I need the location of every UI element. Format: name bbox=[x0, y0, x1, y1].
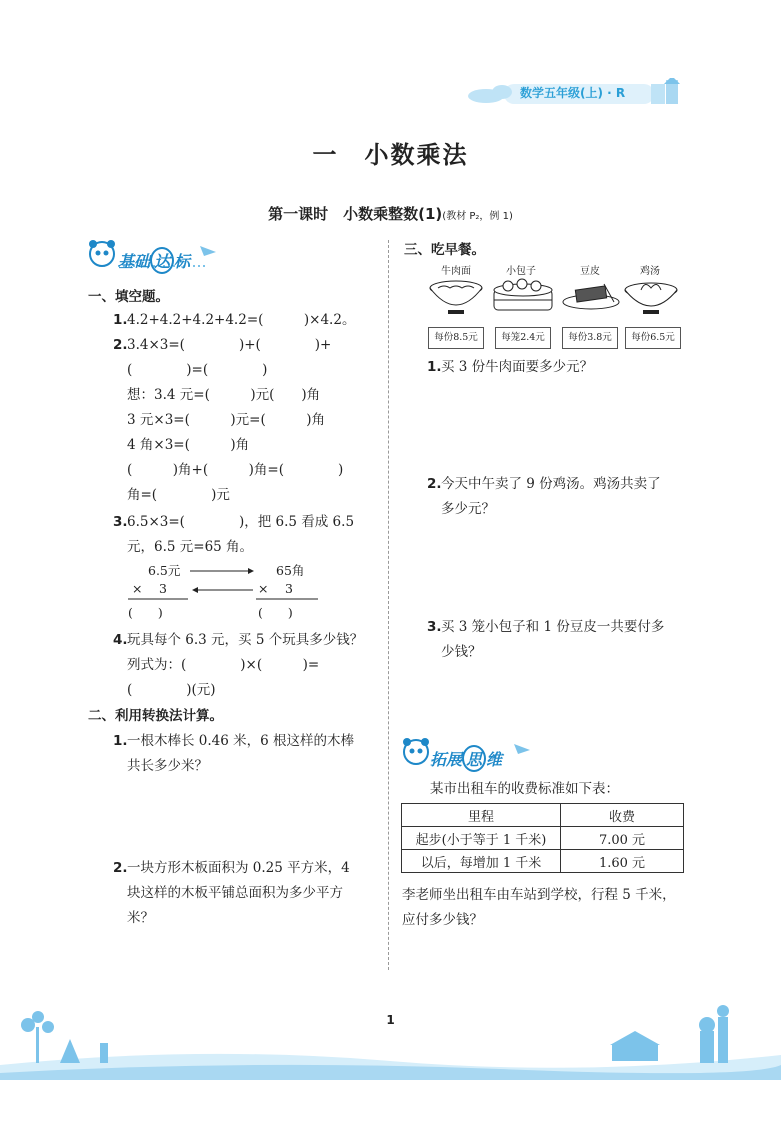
table-cell: 7.00 元 bbox=[561, 827, 684, 850]
question-number: 1. bbox=[113, 733, 128, 749]
badge-text-part: 标 bbox=[174, 252, 191, 271]
r3-line1: 买 3 笼小包子和 1 份豆皮一共要付多 bbox=[441, 619, 665, 635]
calc-arrows-diagram bbox=[128, 566, 328, 606]
food-name: 鸡汤 bbox=[640, 266, 660, 277]
p2-line1: 一块方形木板面积为 0.25 平方米，4 bbox=[127, 860, 350, 876]
r2-line2: 多少元？ bbox=[441, 501, 495, 517]
q3-line2: 元，6.5 元=65 角。 bbox=[127, 539, 254, 555]
breakfast-food-illustrations bbox=[426, 276, 686, 320]
section-conversion: 二、利用转换法计算。 bbox=[88, 708, 223, 724]
section-breakfast: 三、吃早餐。 bbox=[404, 242, 485, 258]
calc-left-result: ( ) bbox=[128, 605, 163, 620]
question-number: 3. bbox=[113, 514, 128, 530]
p1-line2: 共长多少米？ bbox=[127, 758, 208, 774]
p2-line2: 块这样的木板平铺总面积为多少平方 bbox=[127, 885, 343, 901]
lesson-name: 第一课时 小数乘整数(1) bbox=[268, 205, 443, 223]
calc-right-result: ( ) bbox=[258, 605, 293, 620]
table-row bbox=[402, 850, 684, 873]
q2-line5: 4 角×3=( )角 bbox=[127, 437, 250, 453]
price-label: 每份8.5元 bbox=[428, 327, 484, 349]
calc-left-top: 6.5元 bbox=[148, 563, 181, 578]
question-number: 1. bbox=[427, 359, 442, 375]
table-header-row bbox=[402, 804, 684, 827]
food-name: 豆皮 bbox=[580, 266, 600, 277]
q2-line1: 3.4×3=( )+( )+ bbox=[127, 337, 332, 353]
question-number: 3. bbox=[427, 619, 442, 635]
taxi-fare-table bbox=[401, 803, 684, 873]
q2-line4: 3 元×3=( )元=( )角 bbox=[127, 412, 325, 428]
q2-line2: ( )=( ) bbox=[127, 362, 268, 378]
question-number: 4. bbox=[113, 632, 128, 648]
badge-circled-char: 达 bbox=[150, 247, 174, 274]
food-name: 牛肉面 bbox=[441, 266, 471, 277]
r2-line1: 今天中午卖了 9 份鸡汤。鸡汤共卖了 bbox=[441, 476, 661, 492]
taxi-question-line1: 李老师坐出租车由车站到学校，行程 5 千米， bbox=[402, 887, 676, 903]
badge-text-part: 维 bbox=[486, 750, 503, 769]
price-label: 每份6.5元 bbox=[625, 327, 681, 349]
chicken-soup-icon bbox=[625, 283, 677, 314]
calc-left-mid: × 3 bbox=[132, 581, 167, 596]
q1-text: 4.2+4.2+4.2+4.2=( )×4.2。 bbox=[127, 312, 356, 328]
doupi-plate-icon bbox=[563, 284, 619, 309]
table-cell: 以后，每增加 1 千米 bbox=[402, 850, 561, 873]
column-divider bbox=[388, 240, 389, 970]
question-number: 2. bbox=[427, 476, 442, 492]
calc-right-top: 65角 bbox=[276, 563, 305, 578]
p2-line3: 米？ bbox=[127, 910, 154, 926]
badge-text-part: 拓展 bbox=[430, 750, 463, 769]
textbook-reference: (教材 P₂，例 1) bbox=[442, 211, 513, 222]
table-cell: 1.60 元 bbox=[561, 850, 684, 873]
page-number: 1 bbox=[386, 1013, 395, 1027]
calc-right-mid: × 3 bbox=[258, 581, 293, 596]
question-number: 2. bbox=[113, 860, 128, 876]
price-label: 每份3.8元 bbox=[562, 327, 618, 349]
badge-text-part: 基础 bbox=[118, 252, 151, 271]
lesson-subtitle bbox=[0, 203, 781, 224]
section-badge-basic bbox=[118, 247, 190, 274]
q4-line3: ( )(元) bbox=[127, 682, 216, 698]
q2-line7: 角=( )元 bbox=[127, 487, 230, 503]
noodle-bowl-icon bbox=[430, 281, 482, 314]
chapter-title: 一 小数乘法 bbox=[312, 141, 469, 169]
table-row bbox=[402, 827, 684, 850]
q2-line3: 想：3.4 元=( )元( )角 bbox=[127, 387, 321, 403]
q3-line1: 6.5×3=( )，把 6.5 看成 6.5 bbox=[127, 514, 355, 530]
r1-line1: 买 3 份牛肉面要多少元？ bbox=[441, 359, 594, 375]
footer-landscape-decoration bbox=[0, 995, 781, 1080]
table-header-cell: 里程 bbox=[402, 804, 561, 827]
food-name: 小包子 bbox=[506, 266, 536, 277]
section-fill-blank: 一、填空题。 bbox=[88, 289, 169, 305]
q2-line6: ( )角+( )角=( ) bbox=[127, 462, 344, 478]
taxi-question-line2: 应付多少钱？ bbox=[402, 912, 483, 928]
q4-line1: 玩具每个 6.3 元，买 5 个玩具多少钱？ bbox=[127, 632, 364, 648]
section-badge-extension bbox=[430, 745, 502, 772]
p1-line1: 一根木棒长 0.46 米，6 根这样的木棒 bbox=[127, 733, 355, 749]
table-header-cell: 收费 bbox=[561, 804, 684, 827]
taxi-intro: 某市出租车的收费标准如下表： bbox=[430, 781, 619, 797]
question-number: 2. bbox=[113, 337, 128, 353]
badge-circled-char: 思 bbox=[462, 745, 486, 772]
header-book-title: 数学五年级(上) · R bbox=[520, 86, 626, 100]
table-cell: 起步(小于等于 1 千米) bbox=[402, 827, 561, 850]
r3-line2: 少钱？ bbox=[441, 644, 482, 660]
price-label: 每笼2.4元 bbox=[495, 327, 551, 349]
q4-line2: 列式为：( )×( )= bbox=[127, 657, 320, 673]
steamed-buns-icon bbox=[494, 279, 552, 310]
question-number: 1. bbox=[113, 312, 128, 328]
